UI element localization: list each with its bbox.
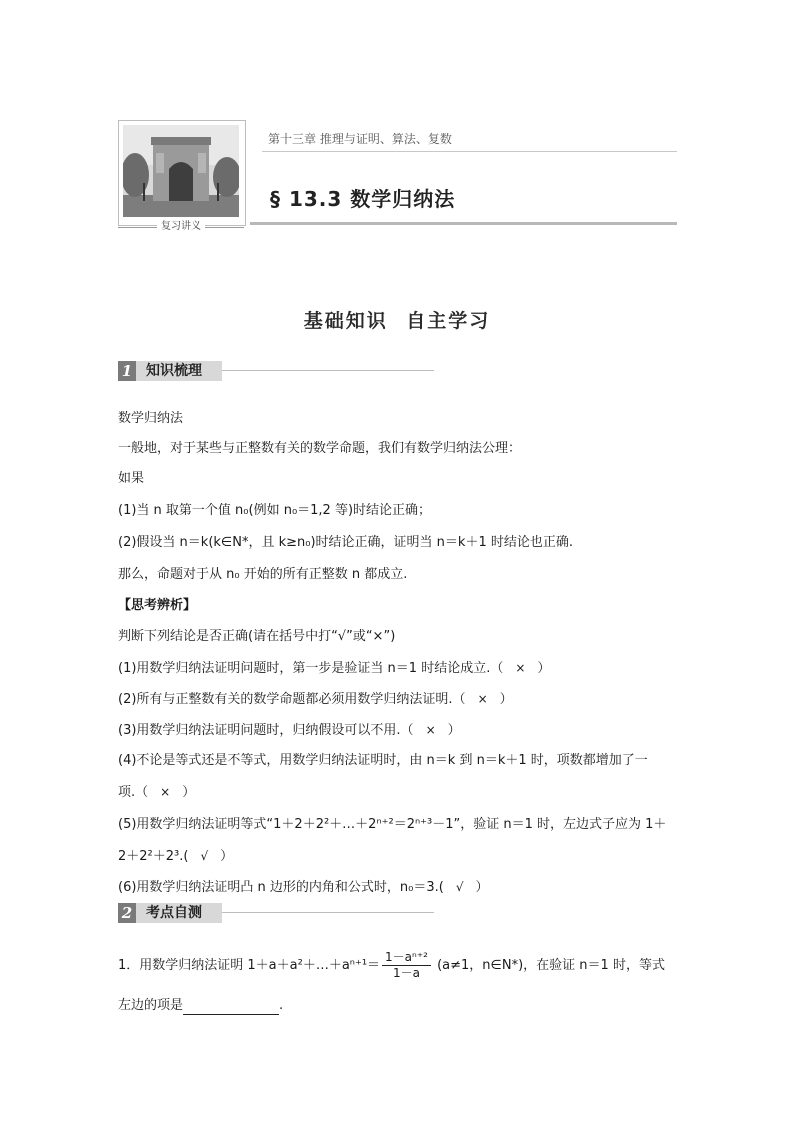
arc-de-triomphe-image [123, 125, 239, 217]
section-rule [222, 370, 434, 371]
subtitle: 数学归纳法 [118, 411, 184, 426]
section-title: § 13.3 数学归纳法 [270, 187, 456, 211]
header-rule [262, 151, 677, 152]
thinking-item: 2＋2²＋2³.( √ ） [118, 849, 234, 864]
chapter-title: 第十三章 推理与证明、算法、复数 [268, 132, 452, 146]
step-2: (2)假设当 n＝k(k∈N*，且 k≥n₀)时结论正确，证明当 n＝k＋1 时结论也正确. [118, 535, 573, 550]
thinking-item: (1)用数学归纳法证明问题时，第一步是验证当 n＝1 时结论成立.（ × ） [118, 661, 551, 676]
main-heading: 基础知识 自主学习 [303, 310, 491, 332]
question-1-line2: 左边的项是 . [118, 998, 284, 1013]
header-bottom-rule [250, 222, 677, 225]
chapter-photo [118, 120, 246, 226]
review-badge: 复习讲义 [118, 220, 244, 234]
thinking-item: (4)不论是等式还是不等式，用数学归纳法证明时，由 n＝k 到 n＝k＋1 时，项数都增加了一 [118, 753, 648, 768]
answer-blank[interactable] [183, 1000, 279, 1015]
question-1: 1．用数学归纳法证明 1＋a＋a²＋…＋aⁿ⁺¹＝ $\frac{\text{1－aⁿ⁺²}}{1-a}$ (a≠1，n∈N*)，在验证 n＝1 时，等式 [118, 950, 665, 980]
fraction: $\frac{\text{1－aⁿ⁺²}}{1-a}$ [382, 950, 431, 981]
thinking-item: (6)用数学归纳法证明凸 n 边形的内角和公式时，n₀＝3.( √ ） [118, 880, 489, 895]
thinking-header: 【思考辨析】 [118, 598, 197, 613]
ruguo-text: 如果 [118, 471, 145, 486]
section-badge-2 [118, 903, 222, 923]
section-rule [222, 912, 434, 913]
section-number: 1 [118, 361, 136, 381]
section-badge-1 [118, 361, 222, 381]
thinking-item: 项.（ × ） [118, 785, 196, 800]
thinking-item: (5)用数学归纳法证明等式“1＋2＋2²＋…＋2ⁿ⁺²＝2ⁿ⁺³－1”，验证 n＝1 时，左边式子应为 1＋ [118, 817, 667, 832]
step-1: (1)当 n 取第一个值 n₀(例如 n₀＝1,2 等)时结论正确； [118, 503, 432, 518]
intro-text: 一般地，对于某些与正整数有关的数学命题，我们有数学归纳法公理： [118, 441, 522, 456]
section-number: 2 [118, 903, 136, 923]
section-label: 知识梳理 [146, 363, 202, 379]
thinking-prompt: 判断下列结论是否正确(请在括号中打“√”或“×”) [118, 629, 396, 644]
section-label: 考点自测 [146, 905, 202, 921]
conclusion-text: 那么，命题对于从 n₀ 开始的所有正整数 n 都成立. [118, 567, 408, 582]
thinking-item: (3)用数学归纳法证明问题时，归纳假设可以不用.（ × ） [118, 723, 461, 738]
thinking-item: (2)所有与正整数有关的数学命题都必须用数学归纳法证明.（ × ） [118, 692, 513, 707]
